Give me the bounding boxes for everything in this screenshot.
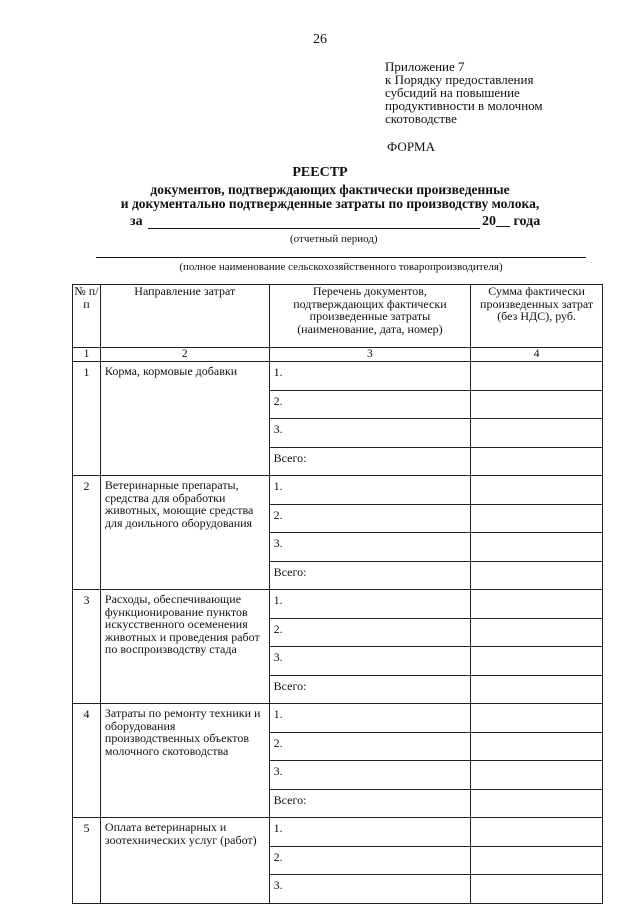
sum-cell[interactable] (471, 504, 603, 533)
sum-cell[interactable] (471, 419, 603, 448)
page-number: 26 (313, 32, 327, 47)
table-row (73, 704, 603, 733)
document-cell[interactable]: 3. (269, 647, 471, 676)
sum-cell[interactable] (471, 875, 603, 904)
total-cell: Всего: (269, 789, 471, 818)
document-title: РЕЕСТР (292, 165, 348, 180)
sum-cell[interactable] (471, 761, 603, 790)
producer-name-line[interactable] (96, 257, 586, 258)
producer-caption: (полное наименование сельскохозяйственного товаропроизводителя) (179, 261, 503, 273)
header-direction: Направление затрат (100, 285, 269, 348)
total-sum-cell[interactable] (471, 789, 603, 818)
total-sum-cell[interactable] (471, 675, 603, 704)
cost-direction: Расходы, обеспечивающие функционирование пунктов искусственного осеменения животных и проведения работ по воспроизводству стада (100, 590, 269, 704)
registry-table (72, 284, 603, 904)
document-cell[interactable]: 2. (269, 846, 471, 875)
sum-cell[interactable] (471, 533, 603, 562)
total-cell: Всего: (269, 561, 471, 590)
header-num: № п/п (73, 285, 101, 348)
total-cell: Всего: (269, 675, 471, 704)
sum-cell[interactable] (471, 647, 603, 676)
sum-cell[interactable] (471, 476, 603, 505)
document-cell[interactable]: 3. (269, 419, 471, 448)
total-cell: Всего: (269, 447, 471, 476)
document-cell[interactable]: 1. (269, 704, 471, 733)
sum-cell[interactable] (471, 704, 603, 733)
row-number: 2 (73, 476, 101, 590)
cost-direction: Оплата ветеринарных и зоотехнических услуг (работ) (100, 818, 269, 904)
form-label: ФОРМА (387, 139, 435, 154)
appendix-line: продуктивности в молочном (385, 98, 543, 113)
sum-cell[interactable] (471, 618, 603, 647)
appendix-line: субсидий на повышение (385, 85, 520, 100)
header-sum: Сумма фактически произведенных затрат (без НДС), руб. (471, 285, 603, 348)
table-row (73, 362, 603, 391)
row-number: 5 (73, 818, 101, 904)
document-cell[interactable]: 1. (269, 476, 471, 505)
document-cell[interactable]: 2. (269, 618, 471, 647)
sum-cell[interactable] (471, 362, 603, 391)
document-cell[interactable]: 3. (269, 875, 471, 904)
column-number: 4 (471, 348, 603, 362)
document-subtitle (60, 183, 600, 211)
appendix-line: скотоводстве (385, 111, 457, 126)
period-caption: (отчетный период) (290, 233, 378, 245)
appendix-block (385, 60, 625, 125)
sum-cell[interactable] (471, 390, 603, 419)
total-sum-cell[interactable] (471, 561, 603, 590)
document-cell[interactable]: 2. (269, 732, 471, 761)
appendix-line: Приложение 7 (385, 59, 465, 74)
period-prefix: за (130, 214, 143, 229)
total-sum-cell[interactable] (471, 447, 603, 476)
header-row (73, 285, 603, 348)
column-number: 1 (73, 348, 101, 362)
appendix-line: к Порядку предоставления (385, 72, 534, 87)
subtitle-line: документов, подтверждающих фактически произведенные (150, 182, 510, 197)
sum-cell[interactable] (471, 818, 603, 847)
row-number: 3 (73, 590, 101, 704)
row-number: 4 (73, 704, 101, 818)
cost-direction: Ветеринарные препараты, средства для обработки животных, моющие средства для доильного оборудования (100, 476, 269, 590)
document-cell[interactable]: 1. (269, 818, 471, 847)
period-year: 20__ года (482, 214, 541, 229)
cost-direction: Затраты по ремонту техники и оборудования производственных объектов молочного скотоводства (100, 704, 269, 818)
row-number: 1 (73, 362, 101, 476)
document-cell[interactable]: 2. (269, 390, 471, 419)
document-cell[interactable]: 3. (269, 533, 471, 562)
document-cell[interactable]: 3. (269, 761, 471, 790)
table-row (73, 590, 603, 619)
period-blank-line[interactable] (148, 228, 480, 229)
table-row (73, 476, 603, 505)
sum-cell[interactable] (471, 590, 603, 619)
header-documents: Перечень документов, подтверждающих фактически произведенные затраты (наименование, дата, номер) (269, 285, 471, 348)
column-number: 2 (100, 348, 269, 362)
sum-cell[interactable] (471, 846, 603, 875)
column-number: 3 (269, 348, 471, 362)
document-cell[interactable]: 2. (269, 504, 471, 533)
period-row (130, 214, 590, 234)
column-number-row (73, 348, 603, 362)
cost-direction: Корма, кормовые добавки (100, 362, 269, 476)
subtitle-line: и документально подтвержденные затраты по производству молока, (120, 196, 540, 211)
document-cell[interactable]: 1. (269, 362, 471, 391)
sum-cell[interactable] (471, 732, 603, 761)
document-cell[interactable]: 1. (269, 590, 471, 619)
table-row (73, 818, 603, 847)
